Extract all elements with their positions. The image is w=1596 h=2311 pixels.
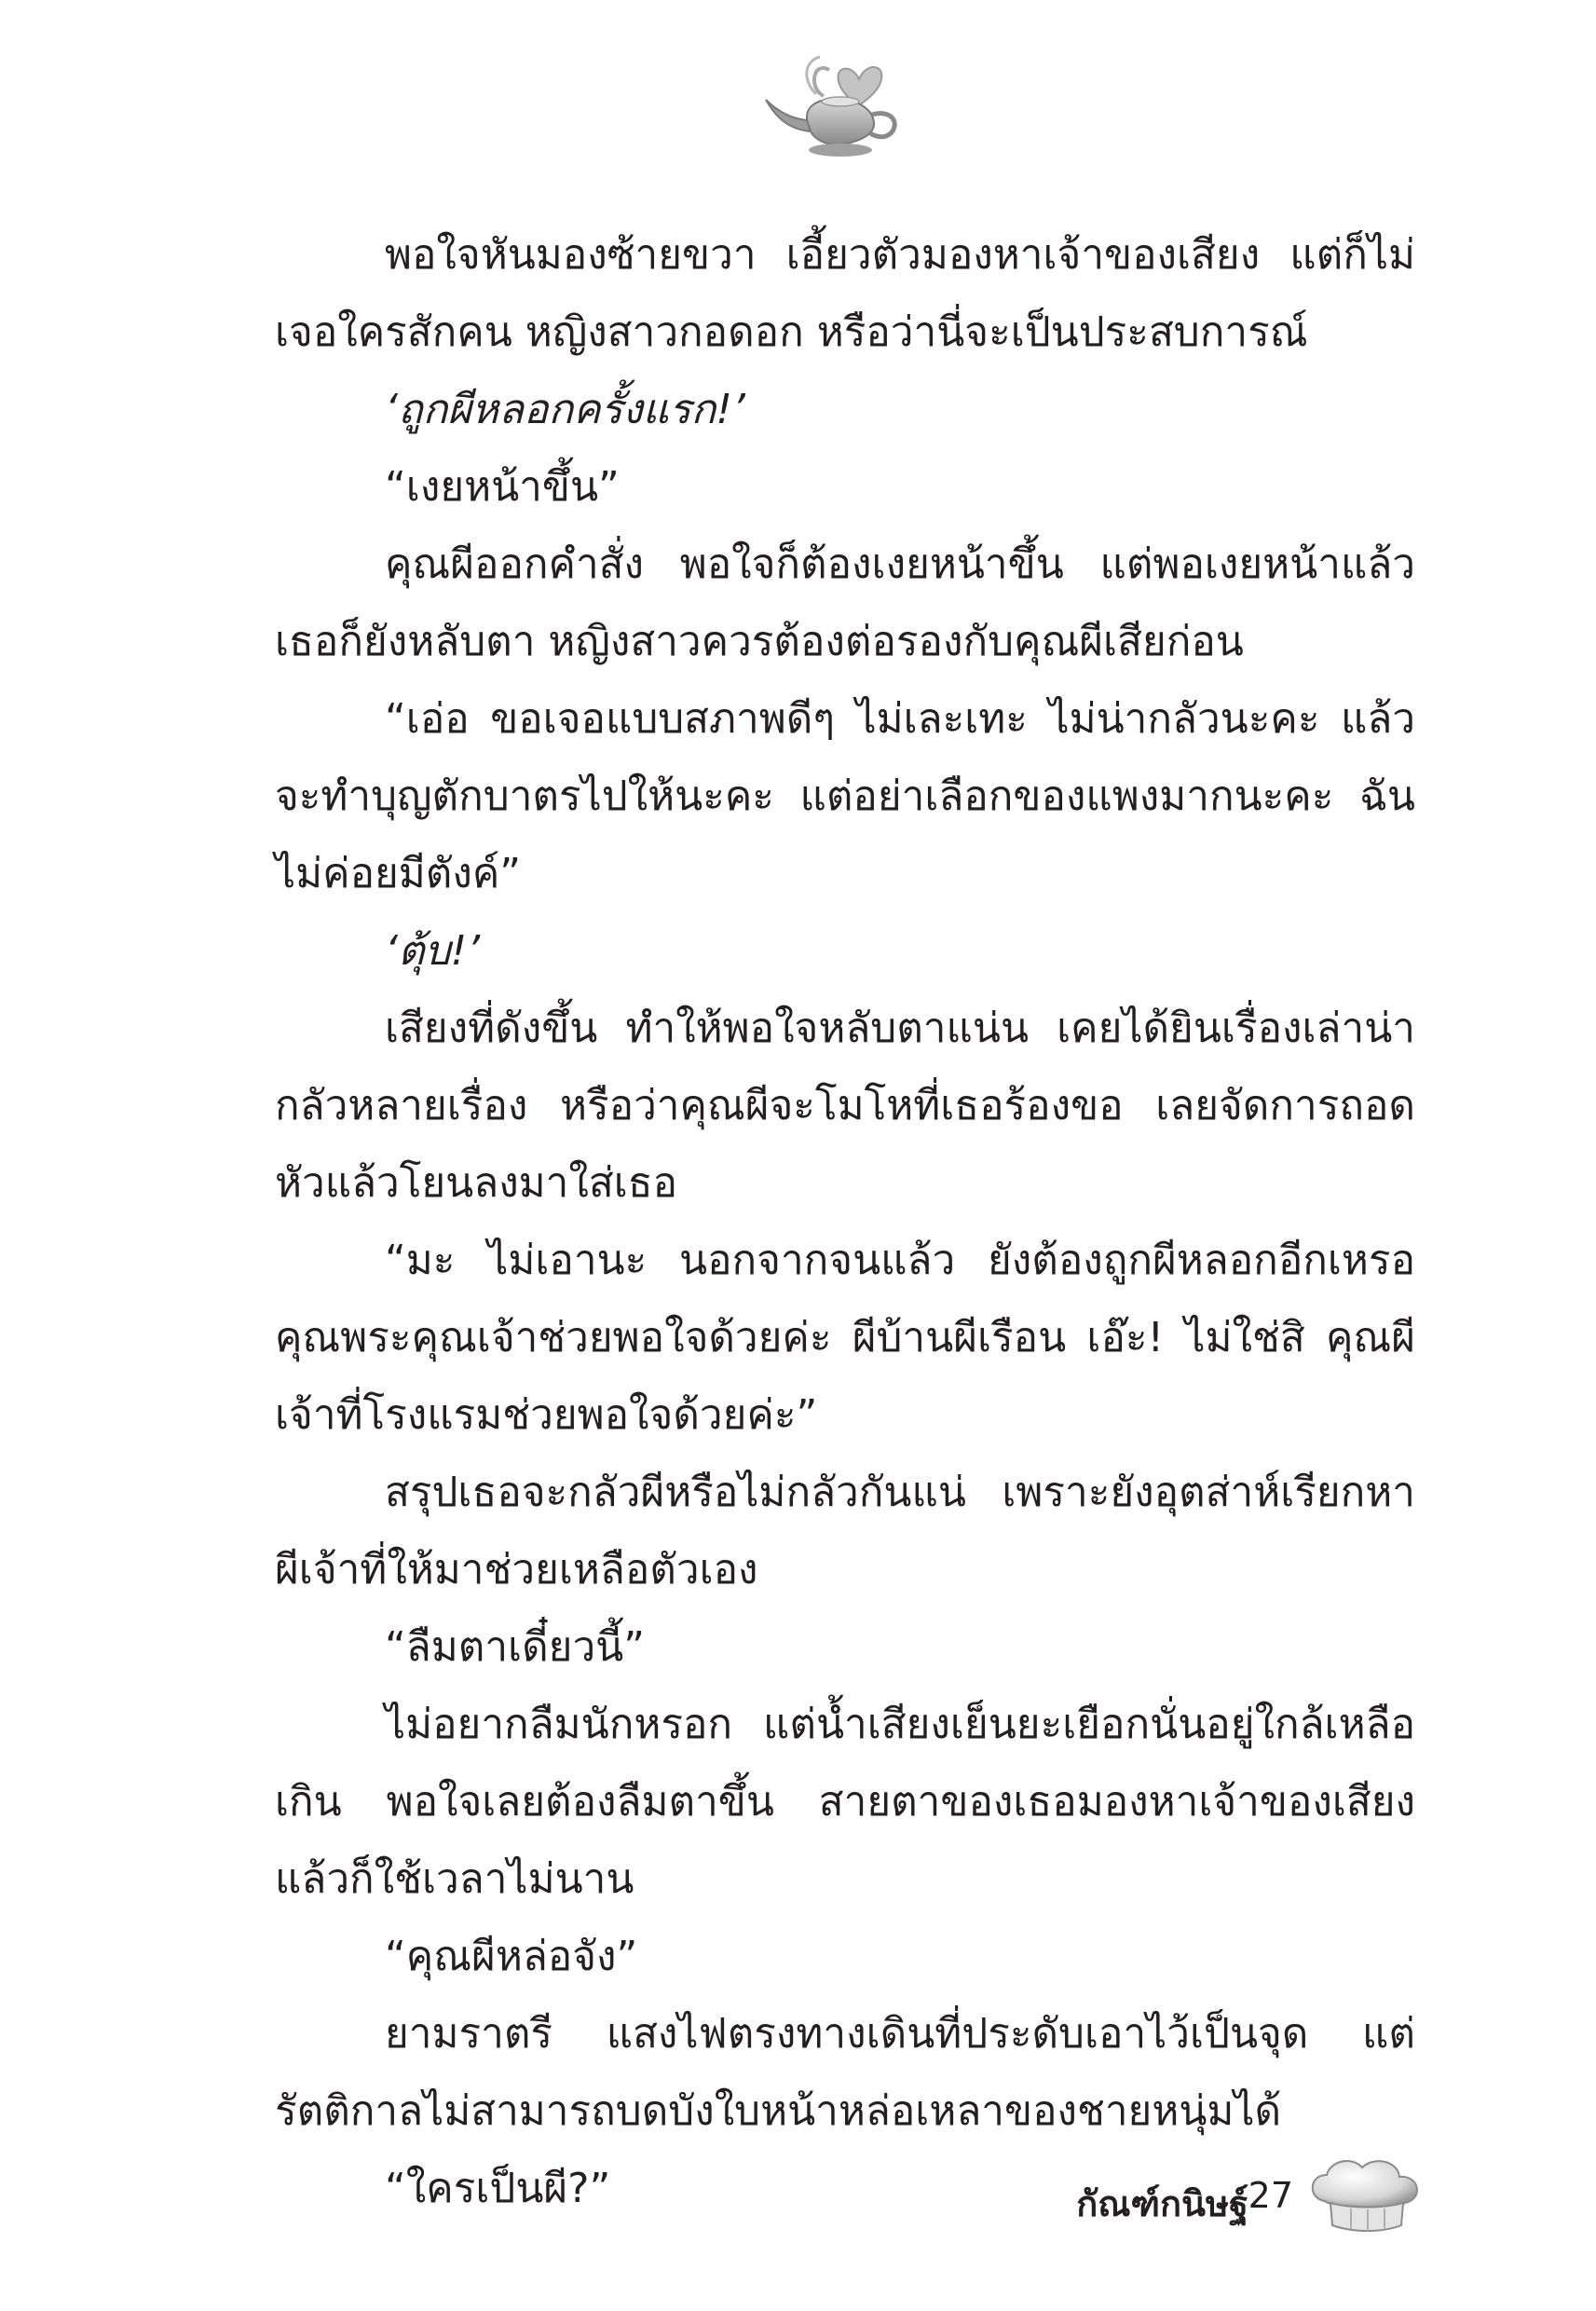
teapot-heart-ornament-icon xyxy=(755,51,918,172)
paragraph-2: ‘ถูกผีหลอกครั้งแรก!’ xyxy=(385,386,745,433)
paragraph-6: ‘ตุ้บ!’ xyxy=(385,927,481,975)
paragraph-12: “คุณผีหล่อจัง” xyxy=(385,1933,638,1980)
paragraph-8: “มะ ไม่เอานะ นอกจากจนแล้ว ยังต้องถูกผีหลอกอีกเหรอ คุณพระคุณเจ้าช่วยพอใจด้วยค่ะ ผีบ้านผีเรือน เอ๊ะ! ไม่ใช่สิ คุณผีเจ้าที่โรงแรมช่วยพอใจด้วยค่ะ” xyxy=(275,1237,1415,1439)
chef-hat-icon xyxy=(1304,2154,1425,2238)
author-name: กัณฑ์กนิษฐ์ xyxy=(1076,2183,1248,2224)
paragraph-9: สรุปเธอจะกลัวผีหรือไม่กลัวกันแน่ เพราะยังอุตส่าห์เรียกหาผีเจ้าที่ให้มาช่วยเหลือตัวเอง xyxy=(275,1469,1415,1593)
paragraph-13: ยามราตรี แสงไฟตรงทางเดินที่ประดับเอาไว้เป็นจุด แต่รัตติกาลไม่สามารถบดบังใบหน้าหล่อเหลาของชายหนุ่มได้ xyxy=(275,2010,1415,2135)
paragraph-10: “ลืมตาเดี๋ยวนี้” xyxy=(385,1623,646,1671)
page-number: 27 xyxy=(1248,2175,1293,2216)
paragraph-5: “เอ่อ ขอเจอแบบสภาพดีๆ ไม่เละเทะ ไม่น่ากลัวนะคะ แล้วจะทำบุญตักบาตรไปให้นะคะ แต่อย่าเลือกของแพงมากนะคะ ฉันไม่ค่อยมีตังค์” xyxy=(275,695,1415,897)
paragraph-11: ไม่อยากลืมนักหรอก แต่น้ำเสียงเย็นยะเยือกนั่นอยู่ใกล้เหลือเกิน พอใจเลยต้องลืมตาขึ้น สายตาของเธอมองหาเจ้าของเสียง แล้วก็ใช้เวลาไม่นาน xyxy=(275,1701,1415,1903)
paragraph-1: พอใจหันมองซ้ายขวา เอี้ยวตัวมองหาเจ้าของเสียง แต่ก็ไม่เจอใครสักคน หญิงสาวกอดอก หรือว่านี่จะเป็นประสบการณ์ xyxy=(275,231,1415,356)
paragraph-14: “ใครเป็นผี?” xyxy=(385,2165,611,2212)
body-text xyxy=(275,216,1415,2227)
paragraph-3: “เงยหน้าขึ้น” xyxy=(385,463,620,511)
paragraph-4: คุณผีออกคำสั่ง พอใจก็ต้องเงยหน้าขึ้น แต่พอเงยหน้าแล้ว เธอก็ยังหลับตา หญิงสาวควรต้องต่อรองกับคุณผีเสียก่อน xyxy=(275,540,1415,665)
paragraph-7: เสียงที่ดังขึ้น ทำให้พอใจหลับตาแน่น เคยได้ยินเรื่องเล่าน่ากลัวหลายเรื่อง หรือว่าคุณผีจะโมโหที่เธอร้องขอ เลยจัดการถอดหัวแล้วโยนลงมาใส่เธอ xyxy=(275,1005,1415,1207)
page-footer xyxy=(1076,2154,1425,2238)
